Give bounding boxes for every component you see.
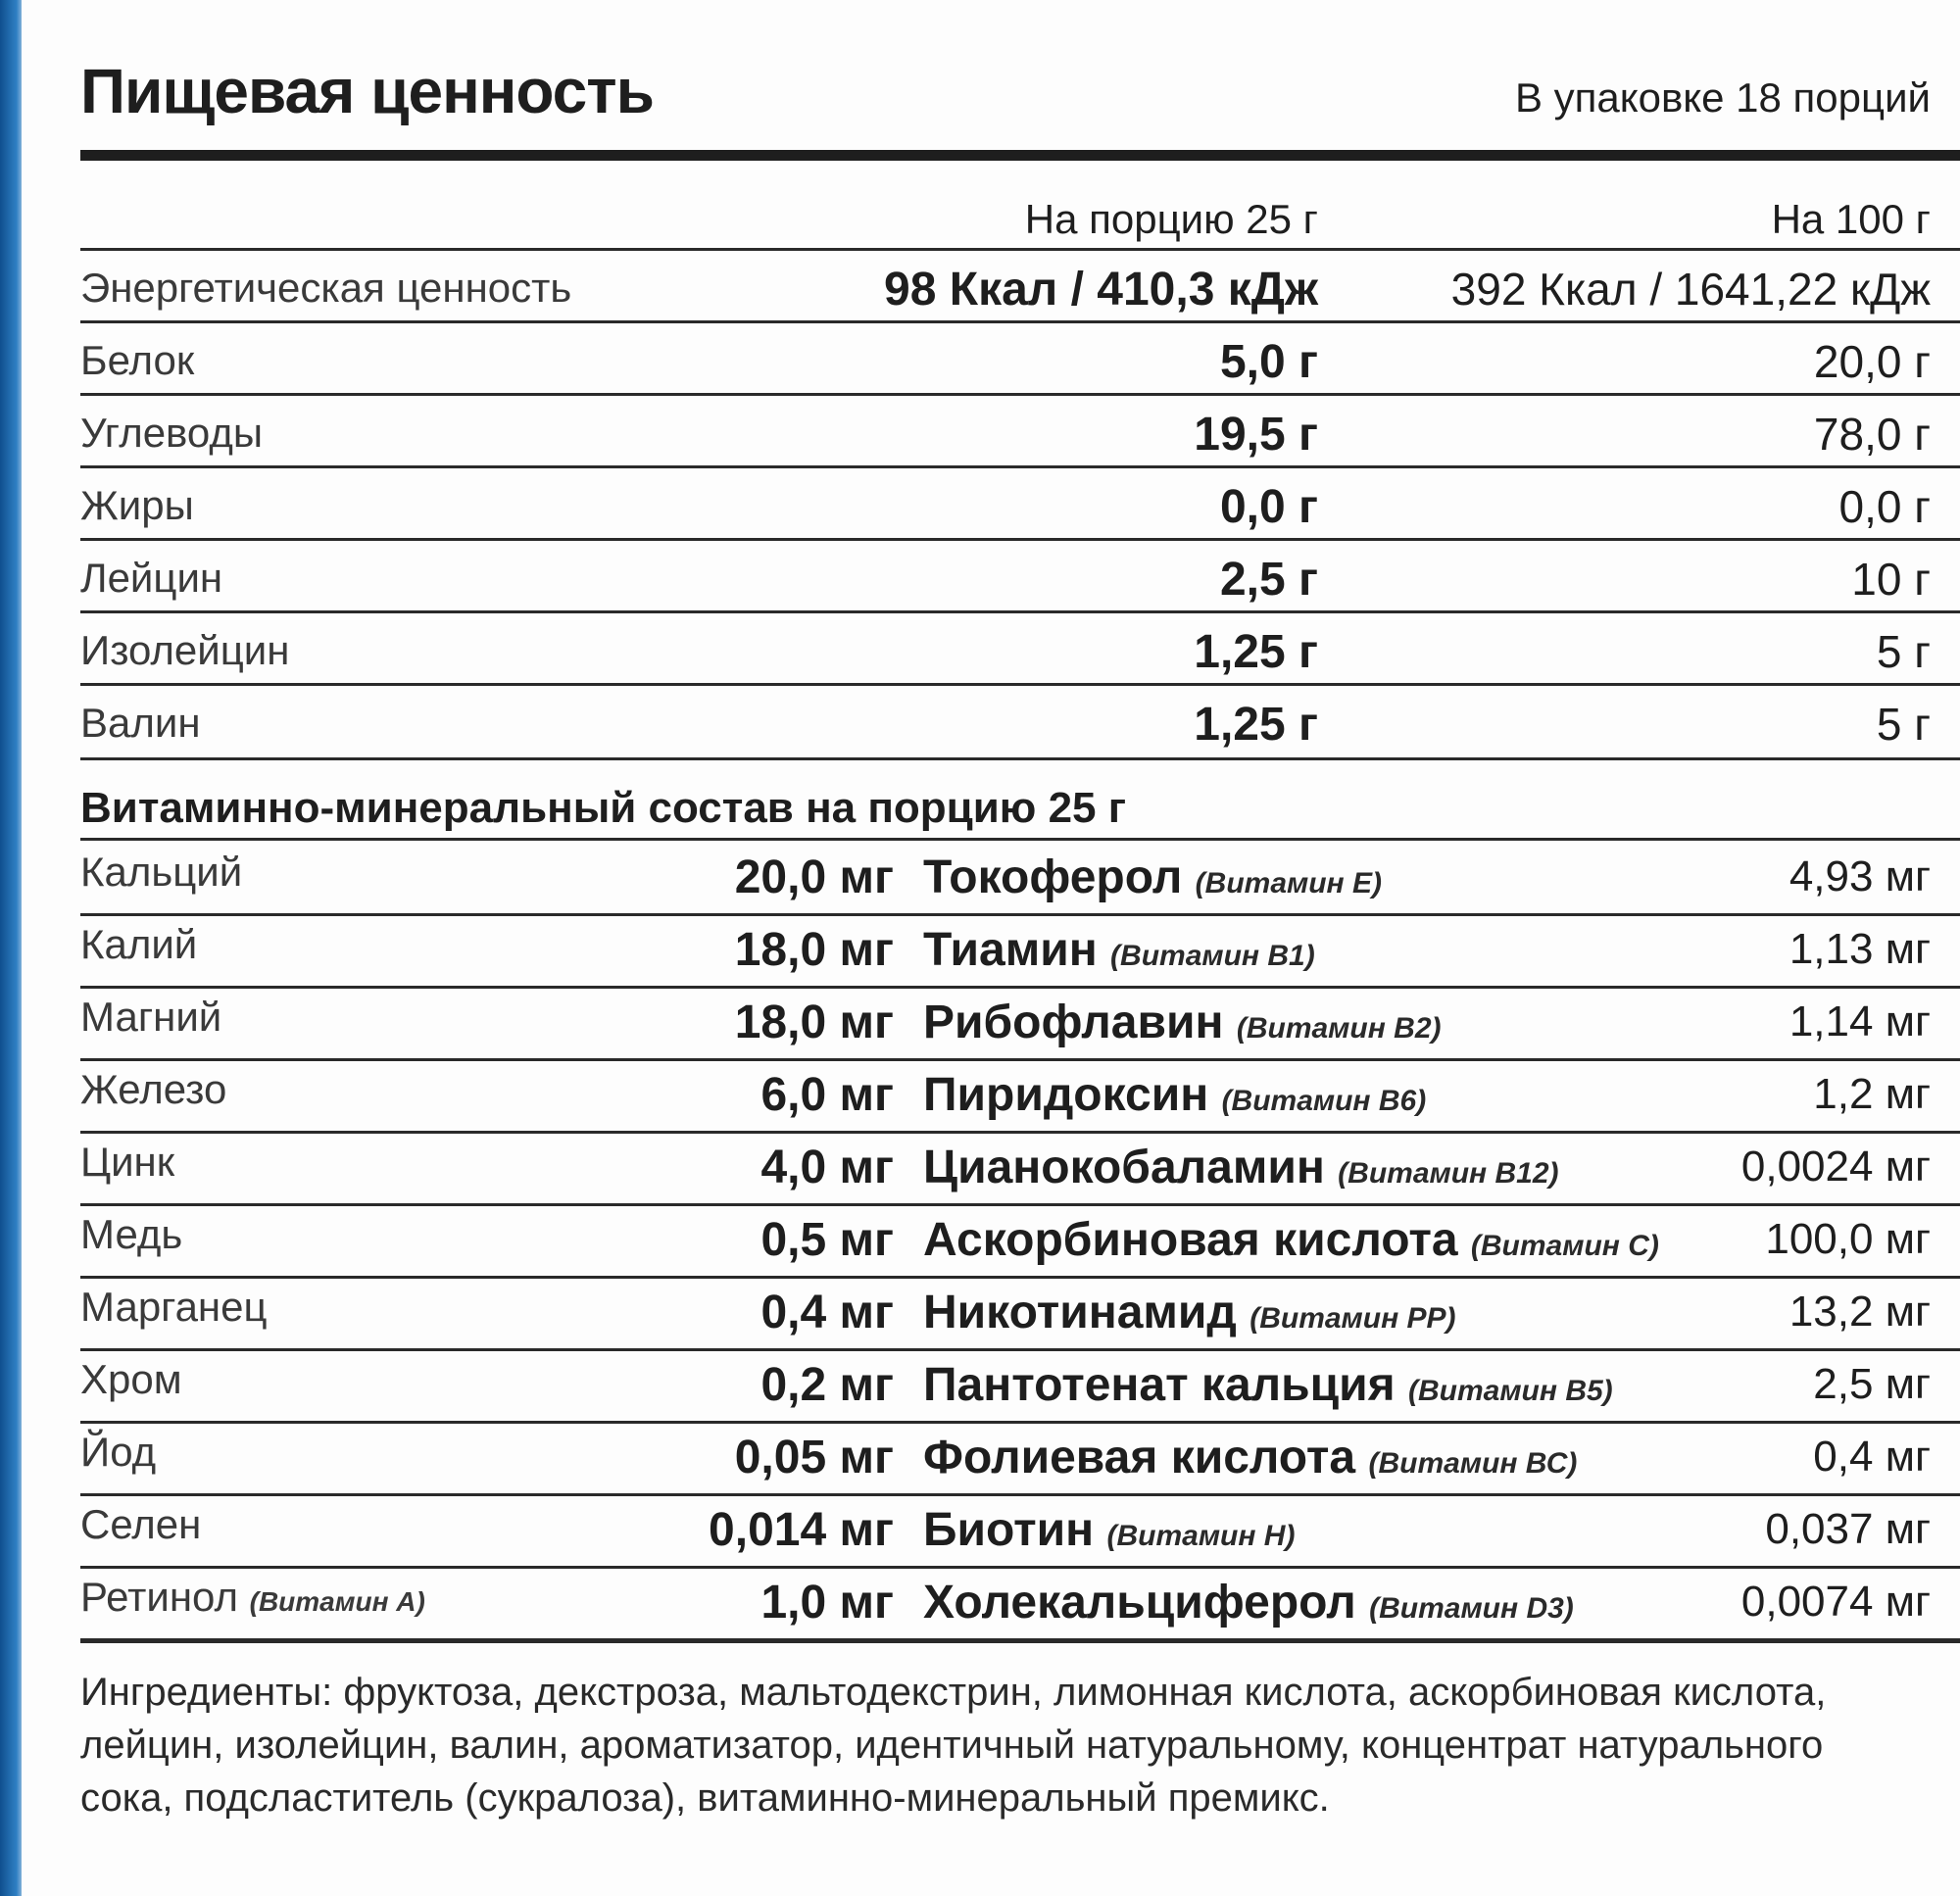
mineral-name: Кальций	[80, 849, 243, 895]
mineral-value: 0,05 мг	[734, 1432, 894, 1483]
vitamin-row	[80, 843, 1931, 915]
nutrient-per-100: 392 Ккал / 1641,22 кДж	[1450, 264, 1931, 315]
nutrient-name: Углеводы	[80, 410, 264, 456]
column-header-row	[80, 167, 1931, 242]
vitamin-value: 0,037 мг	[1765, 1505, 1931, 1553]
vitamin-name: Фолиевая кислота (Витамин ВС)	[923, 1432, 1578, 1483]
row-divider	[80, 538, 1960, 541]
nutrient-name: Энергетическая ценность	[80, 265, 572, 311]
mineral-name: Цинк	[80, 1139, 175, 1185]
mineral-value: 6,0 мг	[760, 1069, 894, 1121]
mineral-name: Селен	[80, 1501, 202, 1547]
vitamin-row	[80, 1205, 1931, 1278]
nutrition-row	[80, 257, 1931, 321]
row-divider	[80, 393, 1960, 396]
vitamin-name: Никотинамид (Витамин РР)	[923, 1287, 1456, 1338]
nutrition-row	[80, 547, 1931, 611]
row-divider	[80, 465, 1960, 468]
nutrient-per-100: 0,0 г	[1838, 481, 1931, 532]
mineral-value: 0,014 мг	[709, 1504, 894, 1556]
vitamin-row	[80, 1350, 1931, 1423]
nutrient-name: Жиры	[80, 482, 194, 528]
mineral-name: Калий	[80, 921, 198, 967]
nutrient-per-portion: 1,25 г	[1194, 699, 1318, 751]
nutrient-name: Изолейцин	[80, 627, 290, 673]
mineral-name: Йод	[80, 1429, 157, 1475]
mineral-value: 18,0 мг	[734, 924, 894, 976]
vitamin-value: 0,0074 мг	[1740, 1578, 1931, 1626]
vitamin-row	[80, 1278, 1931, 1350]
mineral-name: Ретинол (Витамин А)	[80, 1574, 425, 1620]
vitamin-row	[80, 1568, 1931, 1640]
vitamin-value: 2,5 мг	[1813, 1360, 1931, 1408]
mineral-value: 1,0 мг	[760, 1577, 894, 1629]
mineral-value: 0,5 мг	[760, 1214, 894, 1266]
nutrient-per-100: 78,0 г	[1813, 409, 1931, 460]
vitamin-name: Тиамин (Витамин В1)	[923, 924, 1315, 976]
nutrient-name: Лейцин	[80, 555, 223, 601]
vitamin-value: 1,14 мг	[1788, 997, 1931, 1045]
vitamin-row	[80, 988, 1931, 1060]
mineral-value: 0,4 мг	[760, 1287, 894, 1338]
row-divider	[80, 683, 1960, 686]
mineral-value: 20,0 мг	[734, 851, 894, 903]
nutrient-per-100: 20,0 г	[1813, 336, 1931, 387]
nutrient-name: Валин	[80, 700, 201, 746]
title-divider	[80, 150, 1960, 161]
ingredients-text: Ингредиенты: фруктоза, декстроза, мальтодекстрин, лимонная кислота, аскорбиновая кислота, лейцин, изолейцин, валин, ароматизатор, идентичный натуральному, концентрат натурального сока, подсластитель (сукралоза), витаминно-минеральный премикс.	[80, 1671, 1827, 1820]
vitamin-name: Пантотенат кальция (Витамин В5)	[923, 1359, 1613, 1411]
nutrient-per-portion: 1,25 г	[1194, 626, 1318, 678]
nutrient-per-100: 5 г	[1876, 699, 1931, 750]
nutrition-row	[80, 692, 1931, 756]
vitamin-name: Рибофлавин (Витамин В2)	[923, 997, 1442, 1048]
nutrition-label	[22, 0, 1960, 1896]
vitamin-name: Биотин (Витамин Н)	[923, 1504, 1296, 1556]
vitamin-name: Токоферол (Витамин Е)	[923, 851, 1382, 903]
mineral-name: Медь	[80, 1211, 183, 1257]
vitamin-name: Холекальциферол (Витамин D3)	[923, 1577, 1574, 1629]
vitamin-row	[80, 1495, 1931, 1568]
mineral-value: 4,0 мг	[760, 1142, 894, 1193]
mineral-name: Магний	[80, 994, 222, 1040]
mineral-value: 0,2 мг	[760, 1359, 894, 1411]
nutrient-name: Белок	[80, 337, 195, 383]
vitamin-value: 4,93 мг	[1788, 852, 1931, 900]
nutrient-per-100: 5 г	[1876, 626, 1931, 677]
vitamin-value: 13,2 мг	[1788, 1288, 1931, 1336]
nutrient-per-portion: 19,5 г	[1194, 409, 1318, 461]
servings-count: В упаковке 18 порций	[1515, 74, 1931, 121]
row-divider	[80, 248, 1960, 251]
nutrient-per-100: 10 г	[1851, 554, 1931, 605]
vitamin-row	[80, 1423, 1931, 1495]
nutrient-per-portion: 98 Ккал / 410,3 кДж	[884, 264, 1318, 316]
vitamin-value: 0,0024 мг	[1740, 1142, 1931, 1191]
mineral-value: 18,0 мг	[734, 997, 894, 1048]
vitamin-name: Пиридоксин (Витамин В6)	[923, 1069, 1427, 1121]
vitamin-name: Аскорбиновая кислота (Витамин С)	[923, 1214, 1659, 1266]
mineral-name: Марганец	[80, 1284, 268, 1330]
row-divider	[80, 610, 1960, 613]
vitamin-row	[80, 1133, 1931, 1205]
header-per-100: На 100 г	[1771, 196, 1931, 242]
row-divider	[80, 757, 1960, 760]
nutrition-row	[80, 329, 1931, 394]
title-row	[80, 55, 1931, 133]
header-per-portion: На порцию 25 г	[1024, 196, 1318, 242]
mineral-name: Железо	[80, 1066, 227, 1112]
nutrition-row	[80, 474, 1931, 539]
vitamin-value: 1,13 мг	[1788, 925, 1931, 973]
nutrient-per-portion: 0,0 г	[1219, 481, 1318, 533]
nutrition-row	[80, 619, 1931, 684]
row-divider	[80, 320, 1960, 323]
vitamin-row	[80, 915, 1931, 988]
nutrient-per-portion: 5,0 г	[1219, 336, 1318, 388]
nutrient-per-portion: 2,5 г	[1219, 554, 1318, 606]
vitamin-value: 0,4 мг	[1813, 1433, 1931, 1481]
vitamin-name: Цианокобаламин (Витамин В12)	[923, 1142, 1559, 1193]
vitamin-value: 1,2 мг	[1813, 1070, 1931, 1118]
row-divider	[80, 838, 1960, 841]
mineral-name: Хром	[80, 1356, 182, 1402]
vitamin-value: 100,0 мг	[1765, 1215, 1931, 1263]
nutrition-row	[80, 402, 1931, 466]
label-title: Пищевая ценность	[80, 56, 654, 126]
vitamin-row	[80, 1060, 1931, 1133]
table-bottom-rule	[80, 1638, 1960, 1643]
vitamins-heading: Витаминно-минеральный состав на порцию 25 г	[80, 784, 1127, 832]
